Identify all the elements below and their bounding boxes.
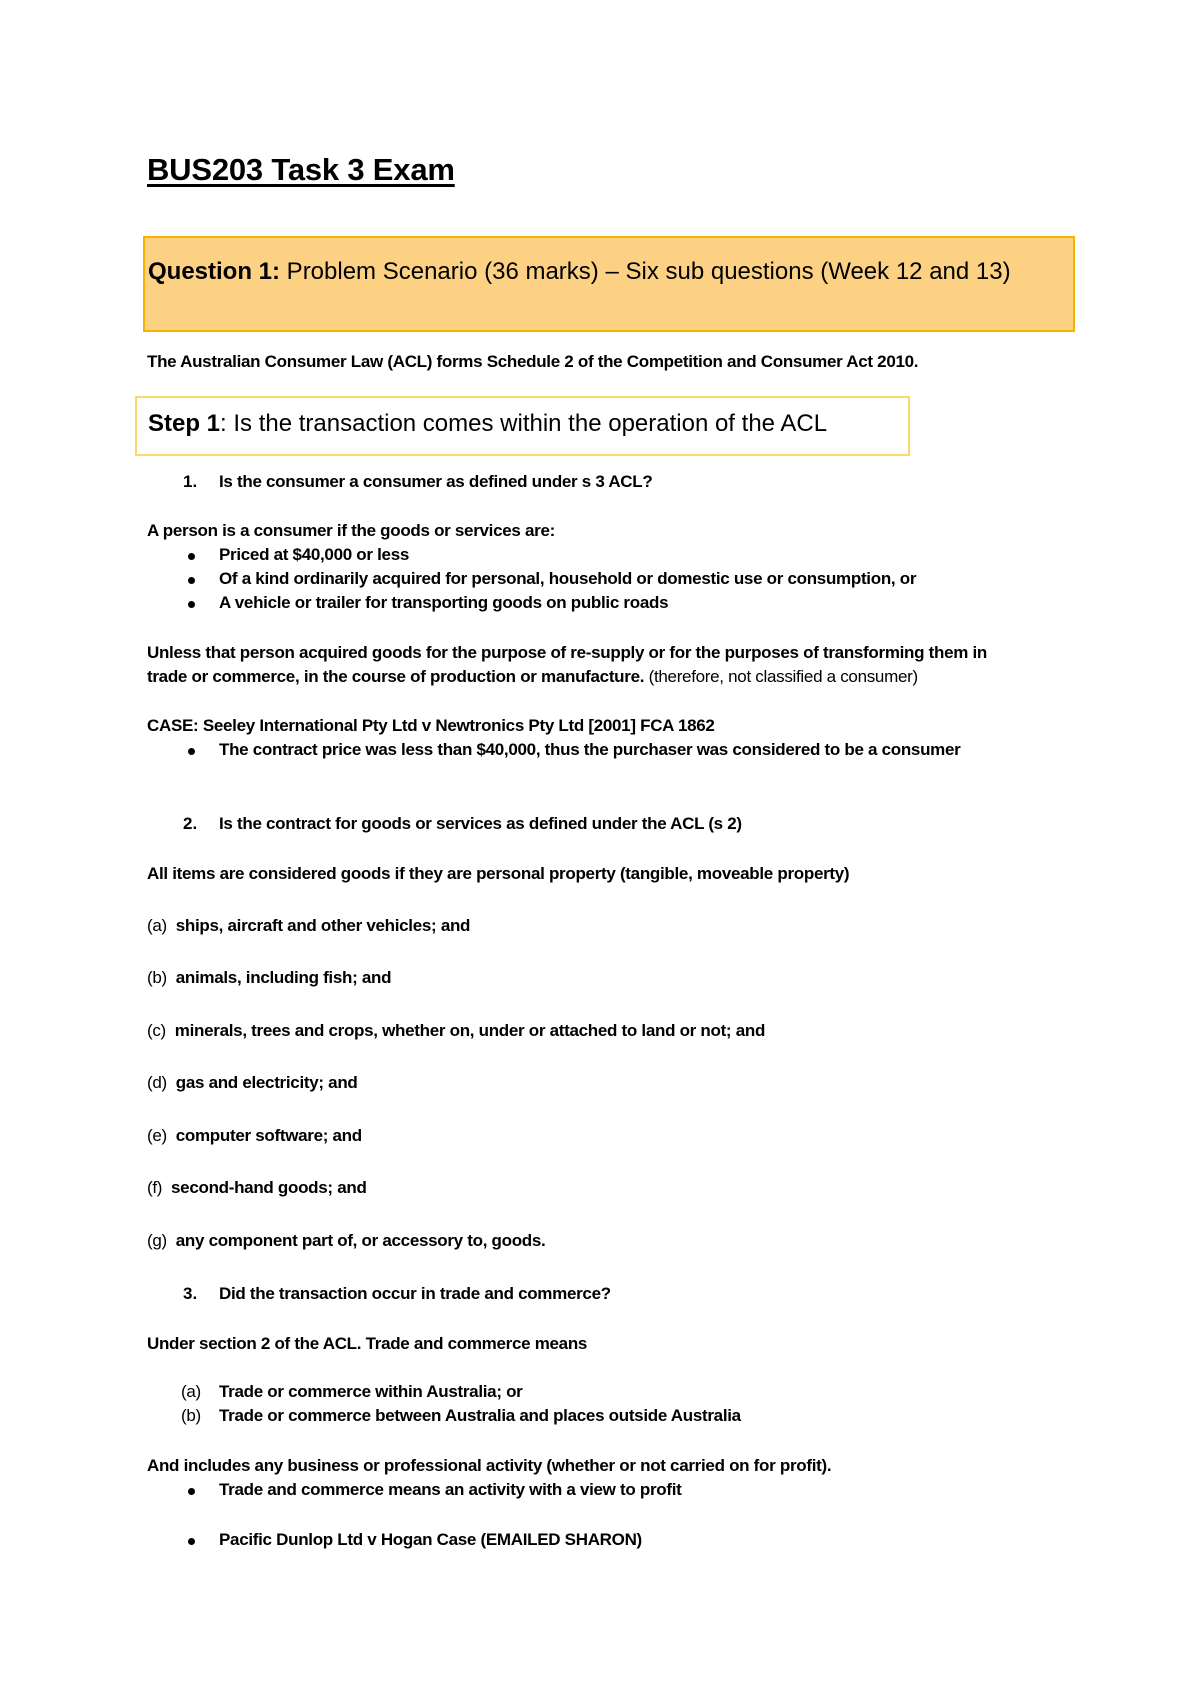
step-banner <box>135 396 910 456</box>
goods-item-d <box>147 1073 358 1093</box>
bullet-icon <box>188 601 195 608</box>
goods-item-label: (b) <box>147 968 167 987</box>
acl-intro: The Australian Consumer Law (ACL) forms Schedule 2 of the Competition and Consumer Act 2010. <box>147 352 919 371</box>
goods-item-g <box>147 1231 545 1251</box>
goods-item-text: minerals, trees and crops, whether on, under or attached to land or not; and <box>174 1021 766 1040</box>
trade-item-a-text: Trade or commerce within Australia; or <box>219 1382 523 1401</box>
section3-number: 3. <box>183 1284 198 1303</box>
section3-heading: Did the transaction occur in trade and commerce? <box>219 1284 611 1303</box>
goods-item-c <box>147 1021 765 1041</box>
section3-bullet-2: Pacific Dunlop Ltd v Hogan Case (EMAILED SHARON) <box>219 1530 642 1549</box>
goods-item-a <box>147 916 470 936</box>
trade-item-b-text: Trade or commerce between Australia and places outside Australia <box>219 1406 741 1425</box>
section1-number: 1. <box>183 472 198 491</box>
question-label: Question 1: <box>148 258 281 285</box>
goods-item-text: any component part of, or accessory to, goods. <box>175 1231 546 1250</box>
goods-item-text: animals, including fish; and <box>175 968 392 987</box>
section1-bullet-2: Of a kind ordinarily acquired for personal, household or domestic use or consumption, or <box>219 569 917 588</box>
step-text: : Is the transaction comes within the operation of the ACL <box>220 410 828 437</box>
goods-item-label: (c) <box>147 1021 166 1040</box>
section1-heading: Is the consumer a consumer as defined under s 3 ACL? <box>219 472 653 491</box>
goods-item-label: (a) <box>147 916 167 935</box>
goods-item-label: (g) <box>147 1231 167 1250</box>
unless-line-2-text: trade or commerce, in the course of production or manufacture. <box>147 667 645 686</box>
section3-bullet-1: Trade and commerce means an activity with a view to profit <box>219 1480 682 1499</box>
section3-includes: And includes any business or professional activity (whether or not carried on for profit). <box>147 1456 832 1475</box>
case-seeley-bullet: The contract price was less than $40,000, thus the purchaser was considered to be a consumer <box>219 740 961 759</box>
step-label: Step 1 <box>148 410 221 437</box>
section1-bullet-3: A vehicle or trailer for transporting goods on public roads <box>219 593 669 612</box>
section3-lead: Under section 2 of the ACL. Trade and commerce means <box>147 1334 588 1353</box>
step-heading <box>148 410 827 438</box>
bullet-icon <box>188 553 195 560</box>
section2-heading: Is the contract for goods or services as defined under the ACL (s 2) <box>219 814 742 833</box>
goods-item-text: gas and electricity; and <box>175 1073 358 1092</box>
bullet-icon <box>188 577 195 584</box>
bullet-icon <box>188 1538 195 1545</box>
section2-lead: All items are considered goods if they are personal property (tangible, moveable property) <box>147 864 850 883</box>
case-seeley: CASE: Seeley International Pty Ltd v Newtronics Pty Ltd [2001] FCA 1862 <box>147 716 715 735</box>
section1-lead: A person is a consumer if the goods or services are: <box>147 521 555 540</box>
goods-item-b <box>147 968 391 988</box>
section1-bullet-1: Priced at $40,000 or less <box>219 545 410 564</box>
question-heading <box>148 258 1011 286</box>
bullet-icon <box>188 1488 195 1495</box>
trade-item-b-label: (b) <box>181 1406 201 1425</box>
goods-item-label: (e) <box>147 1126 167 1145</box>
unless-line-2 <box>147 667 918 687</box>
unless-line-1: Unless that person acquired goods for the purpose of re-supply or for the purposes of transforming them in <box>147 643 987 662</box>
unless-note: (therefore, not classified a consumer) <box>644 667 918 686</box>
goods-item-e <box>147 1126 362 1146</box>
goods-item-text: ships, aircraft and other vehicles; and <box>175 916 471 935</box>
goods-item-label: (f) <box>147 1178 163 1197</box>
goods-item-text: computer software; and <box>175 1126 362 1145</box>
goods-item-text: second-hand goods; and <box>171 1178 367 1197</box>
document-title: BUS203 Task 3 Exam <box>147 152 455 187</box>
trade-item-a-label: (a) <box>181 1382 201 1401</box>
goods-item-label: (d) <box>147 1073 167 1092</box>
section2-number: 2. <box>183 814 198 833</box>
goods-item-f <box>147 1178 367 1198</box>
bullet-icon <box>188 748 195 755</box>
question-text: Problem Scenario (36 marks) – Six sub questions (Week 12 and 13) <box>280 258 1011 285</box>
question-banner <box>143 236 1075 332</box>
